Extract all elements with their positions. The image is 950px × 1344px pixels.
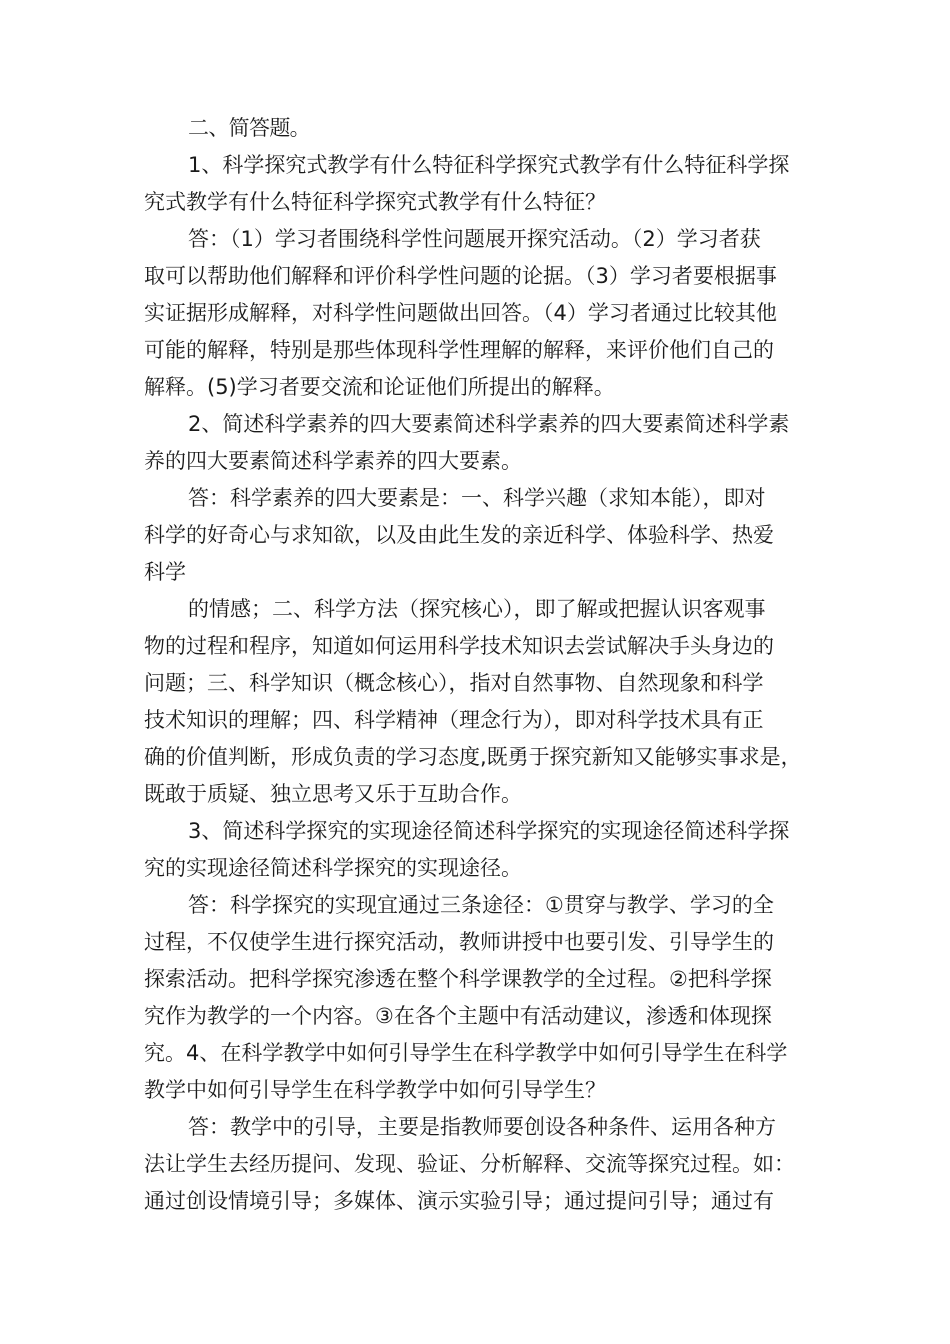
- answer-4-line-2: 法让学生去经历提问、发现、验证、分析解释、交流等探究过程。如：: [144, 1152, 795, 1176]
- answer-3-line-3: 探索活动。把科学探究渗透在整个科学课教学的全过程。②把科学探: [144, 967, 772, 991]
- answer-1-line-4: 可能的解释，特别是那些体现科学性理解的解释，来评价他们自己的: [144, 338, 774, 362]
- answer-2-line-6: 问题；三、科学知识（概念核心），指对自然事物、自然现象和科学: [144, 671, 764, 695]
- question-2-line-2: 养的四大要素简述科学素养的四大要素。: [144, 449, 522, 473]
- answer-3-line-1: 答：科学探究的实现宜通过三条途径：①贯穿与教学、学习的全: [188, 893, 774, 917]
- answer-2-line-4: 的情感；二、科学方法（探究核心），即了解或把握认识客观事: [188, 597, 766, 621]
- answer-2-line-3: 科学: [144, 560, 186, 584]
- question-4-line-1: 究。4、在科学教学中如何引导学生在科学教学中如何引导学生在科学: [144, 1041, 788, 1065]
- answer-2-line-7: 技术知识的理解；四、科学精神（理念行为），即对科学技术具有正: [144, 708, 764, 732]
- question-1-line-1: 1、科学探究式教学有什么特征科学探究式教学有什么特征科学探: [188, 153, 790, 177]
- answer-2-line-5: 物的过程和程序，知道如何运用科学技术知识去尝试解决手头身边的: [144, 634, 774, 658]
- answer-2-line-8: 确的价值判断，形成负责的学习态度,既勇于探究新知又能够实事求是，: [144, 745, 802, 769]
- question-2-line-1: 2、简述科学素养的四大要素简述科学素养的四大要素简述科学素: [188, 412, 790, 436]
- answer-2-line-1: 答：科学素养的四大要素是：一、科学兴趣（求知本能），即对: [188, 486, 766, 510]
- answer-2-line-2: 科学的好奇心与求知欲，以及由此生发的亲近科学、体验科学、热爱: [144, 523, 774, 547]
- answer-1-line-3: 实证据形成解释，对科学性问题做出回答。（4）学习者通过比较其他: [144, 301, 777, 325]
- question-1-line-2: 究式教学有什么特征科学探究式教学有什么特征？: [144, 190, 606, 214]
- answer-2-line-9: 既敢于质疑、独立思考又乐于互助合作。: [144, 782, 522, 806]
- question-4-line-2: 教学中如何引导学生在科学教学中如何引导学生？: [144, 1078, 606, 1102]
- answer-1-line-5: 解释。(5)学习者要交流和论证他们所提出的解释。: [144, 375, 615, 399]
- answer-4-line-3: 通过创设情境引导；多媒体、演示实验引导；通过提问引导；通过有: [144, 1189, 774, 1213]
- section-heading: 二、简答题。: [188, 116, 310, 140]
- answer-4-line-1: 答：教学中的引导，主要是指教师要创设各种条件、运用各种方: [188, 1115, 776, 1139]
- question-3-line-1: 3、简述科学探究的实现途径简述科学探究的实现途径简述科学探: [188, 819, 790, 843]
- question-3-line-2: 究的实现途径简述科学探究的实现途径。: [144, 856, 522, 880]
- answer-3-line-2: 过程，不仅使学生进行探究活动，教师讲授中也要引发、引导学生的: [144, 930, 774, 954]
- answer-1-line-2: 取可以帮助他们解释和评价科学性问题的论据。（3）学习者要根据事: [144, 264, 777, 288]
- answer-1-line-1: 答：（1）学习者围绕科学性问题展开探究活动。（2）学习者获: [188, 227, 761, 251]
- answer-3-line-4: 究作为教学的一个内容。③在各个主题中有活动建议，渗透和体现探: [144, 1004, 772, 1028]
